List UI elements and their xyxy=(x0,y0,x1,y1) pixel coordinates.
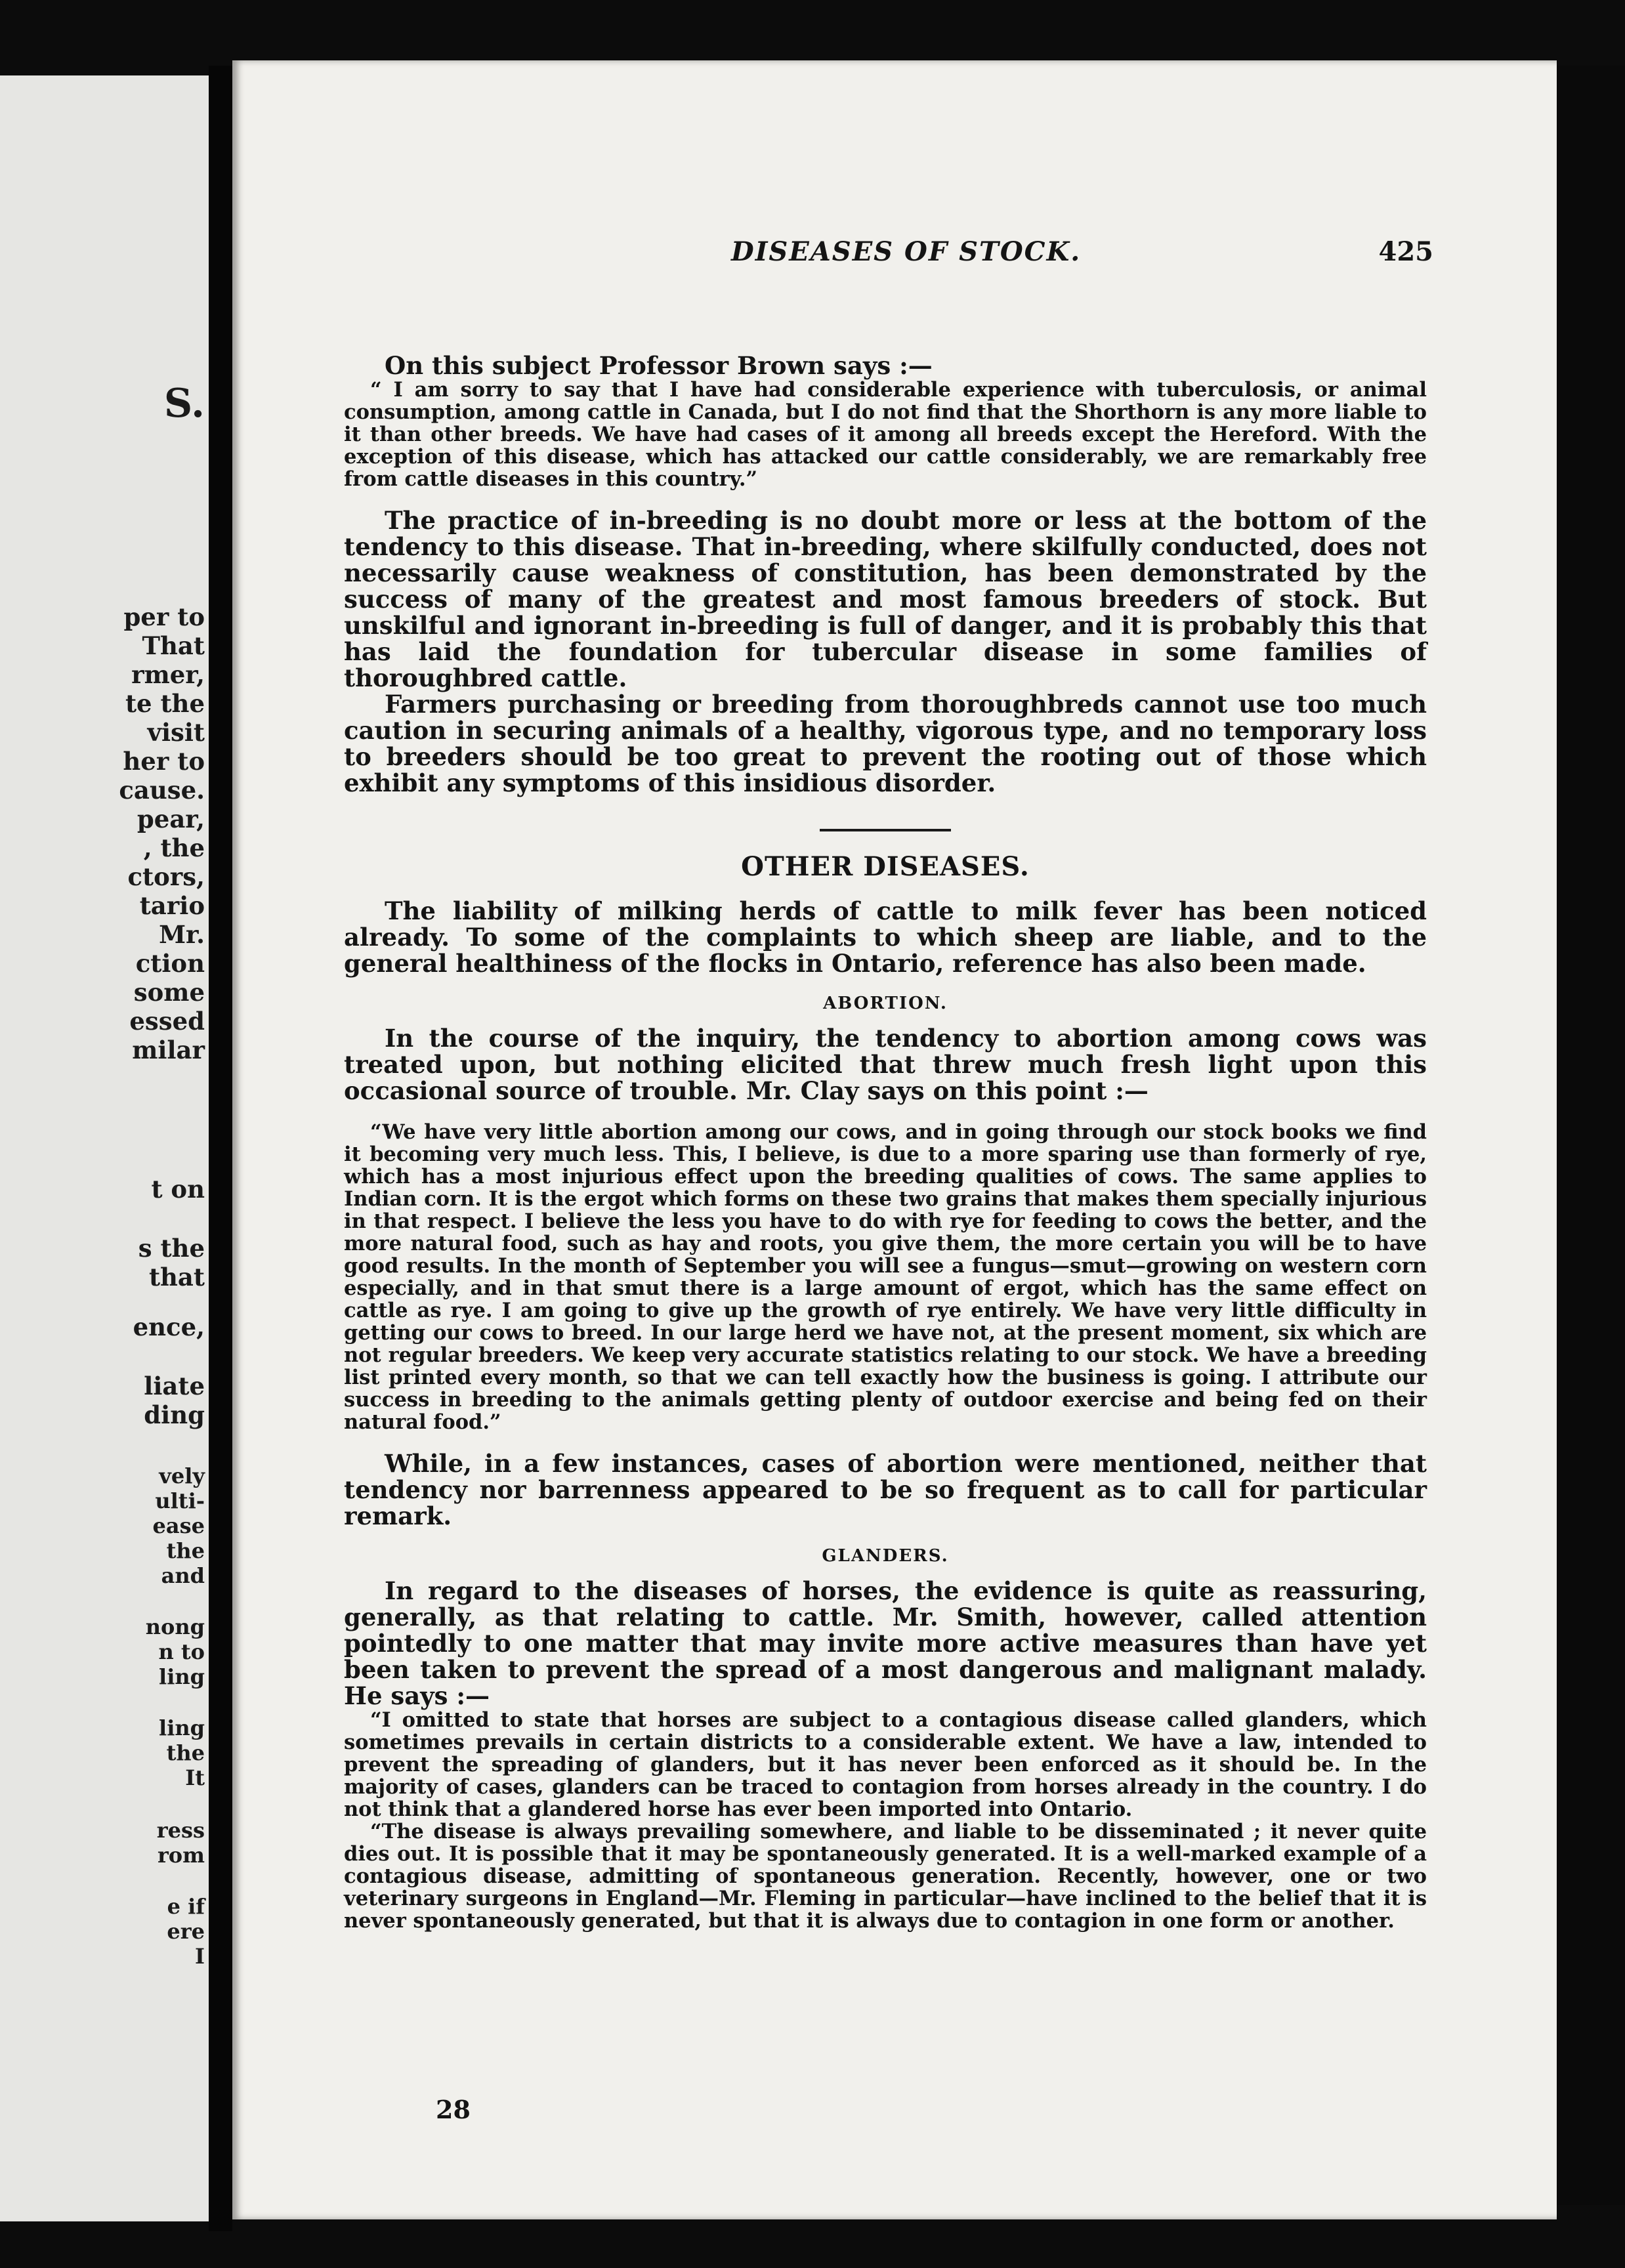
left-page-fragment: essed xyxy=(129,1007,205,1036)
left-page-fragment: and xyxy=(161,1563,205,1588)
left-page-fragment: That xyxy=(142,631,205,660)
left-page-fragment: tario xyxy=(139,891,205,920)
left-facing-page xyxy=(0,75,209,2221)
left-page-fragment: rom xyxy=(157,1843,205,1868)
left-page-fragment: s the xyxy=(138,1234,205,1263)
left-page-fragment: her to xyxy=(123,747,205,776)
paragraph-milk-fever: The liability of milking herds of cattle to milk fever has been noticed already. To some of the complaints to which sheep are liable, and to the general healthiness of the flocks in Ontario, reference has also been made. xyxy=(344,896,1427,978)
left-page-fragment: cause. xyxy=(119,776,205,805)
quote-smith-2: “The disease is always prevailing somewhere, and liable to be disseminated ; it never quite dies out. It is possible that it may be spontaneously generated. It is a well-marked example of a contagious disease, admitting of spontaneous generation. Recently, however, one or two veterinary surgeons in England—Mr. Fleming in particular—have inclined to the belief that it is never spontaneously generated, but that it is always due to contagion in one form or another. xyxy=(344,1820,1427,1933)
left-page-fragment: ere xyxy=(167,1919,205,1944)
left-page-fragment: milar xyxy=(132,1036,205,1064)
left-page-fragment: n to xyxy=(158,1639,205,1664)
left-page-fragment: liate xyxy=(144,1372,205,1400)
left-page-fragment: ling xyxy=(159,1715,205,1740)
left-page-fragment: It xyxy=(185,1765,205,1790)
page-edge-shadow xyxy=(1557,66,1625,2205)
left-page-fragment: S. xyxy=(163,381,205,427)
left-page-fragment: some xyxy=(133,978,205,1007)
paragraph-inbreeding: The practice of in-breeding is no doubt more or less at the bottom of the tendency to this disease. That in-breeding, where skilfully conducted, does not necessarily cause weakness of constitution, has been demonstrated by the success of many of the greatest and most famous breeders of stock. But unskilful and ignorant in-breeding is full of danger, and it is probably this that has laid the foundation for tubercular disease in some families of thoroughbred cattle. xyxy=(344,506,1427,692)
running-head xyxy=(344,236,1433,276)
left-page-fragment: ling xyxy=(159,1664,205,1689)
left-page-fragment: t on xyxy=(151,1175,205,1204)
left-page-fragment: ulti- xyxy=(155,1488,205,1513)
left-page-fragment: ction xyxy=(135,949,205,978)
page-number: 425 xyxy=(1378,236,1433,267)
left-page-fragment: , the xyxy=(143,833,205,862)
running-title: DISEASES OF STOCK. xyxy=(731,236,1082,267)
book-gutter xyxy=(209,66,232,2231)
body-text xyxy=(344,352,1427,1932)
paragraph-barrenness: While, in a few instances, cases of abortion were mentioned, neither that tendency nor barrenness appeared to be so frequent as to call for particular remark. xyxy=(344,1449,1427,1530)
left-page-fragment: ctors, xyxy=(127,862,205,891)
signature-mark: 28 xyxy=(436,2095,471,2124)
left-page-fragment: I xyxy=(195,1944,205,1969)
left-page-fragment: ease xyxy=(152,1513,205,1538)
left-page-fragment: ding xyxy=(144,1400,205,1429)
left-page-fragment: vely xyxy=(159,1463,205,1488)
left-page-fragment: per to xyxy=(123,602,205,631)
paragraph-abortion: In the course of the inquiry, the tendency to abortion among cows was treated upon, but nothing elicited that threw much fresh light upon this occasional source of trouble. Mr. Clay says on this point :— xyxy=(344,1024,1427,1105)
quote-clay: “We have very little abortion among our cows, and in going through our stock books we find it becoming very much less. This, I believe, is due to a more sparing use than formerly of rye, which has a most injurious effect upon the breeding qualities of cows. The same applies to Indian corn. It is the ergot which forms on these two grains that makes them specially injurious in that respect. I believe the less you have to do with rye for feeding to cows the better, and the more natural food, such as hay and roots, you give them, the more certain you will be to have good results. In the month of September you will see a fungus—smut—growing on western corn especially, and in that smut there is a large amount of ergot, which has the same effect on cattle as rye. I am going to give up the growth of rye entirely. We have very little difficulty in getting our cows to breed. In our large herd we have not, at the present moment, six which are not regular breeders. We keep very accurate statistics relating to our stock. We have a breeding list printed every month, so that we can tell exactly how the business is going. I attribute our success in breeding to the animals getting plenty of outdoor exercise and being fed on their natural food.” xyxy=(344,1120,1427,1434)
left-page-fragment: ence, xyxy=(133,1312,205,1341)
quote-smith-1: “I omitted to state that horses are subject to a contagious disease called glanders, which sometimes prevails in certain districts to a considerable extent. We have a law, intended to prevent the spreading of glanders, but it has never been enforced as it should be. In the majority of cases, glanders can be traced to contagion from horses already in the country. I do not think that a glandered horse has ever been imported into Ontario. xyxy=(344,1708,1427,1821)
section-divider xyxy=(820,829,951,831)
left-page-fragment: ress xyxy=(156,1818,205,1843)
section-heading-other-diseases: OTHER DISEASES. xyxy=(741,851,1030,882)
left-page-fragment: te the xyxy=(125,689,205,718)
left-page-fragment: nong xyxy=(145,1614,205,1639)
left-page-fragment: Mr. xyxy=(159,920,205,949)
left-page-fragment: the xyxy=(166,1538,205,1563)
left-page-fragment: the xyxy=(166,1740,205,1765)
book-page xyxy=(232,60,1557,2219)
left-page-fragment: that xyxy=(148,1263,205,1292)
left-page-fragment: rmer, xyxy=(131,660,205,689)
subheading-glanders: GLANDERS. xyxy=(822,1546,949,1566)
paragraph-horses: In regard to the diseases of horses, the evidence is quite as reassuring, generally, as that relating to cattle. Mr. Smith, however, called attention pointedly to one matter that may invite more active measures than have yet been taken to prevent the spread of a most dangerous and malignant malady. He says :— xyxy=(344,1576,1427,1710)
left-page-fragment: pear, xyxy=(137,805,205,833)
subheading-abortion: ABORTION. xyxy=(823,994,948,1013)
paragraph-brown-intro: On this subject Professor Brown says :— xyxy=(385,351,933,380)
paragraph-farmers: Farmers purchasing or breeding from thoroughbreds cannot use too much caution in securing animals of a healthy, vigorous type, and no temporary loss to breeders should be too great to prevent the rooting out of those which exhibit any symptoms of this insidious disorder. xyxy=(344,690,1427,797)
left-page-fragment: visit xyxy=(147,718,205,747)
left-page-fragment: e if xyxy=(167,1894,205,1919)
quote-brown: “ I am sorry to say that I have had considerable experience with tuberculosis, or animal consumption, among cattle in Canada, but I do not find that the Shorthorn is any more liable to it than other breeds. We have had cases of it among all breeds except the Hereford. With the exception of this disease, which has attacked our cattle considerably, we are remarkably free from cattle diseases in this country.” xyxy=(344,378,1427,491)
